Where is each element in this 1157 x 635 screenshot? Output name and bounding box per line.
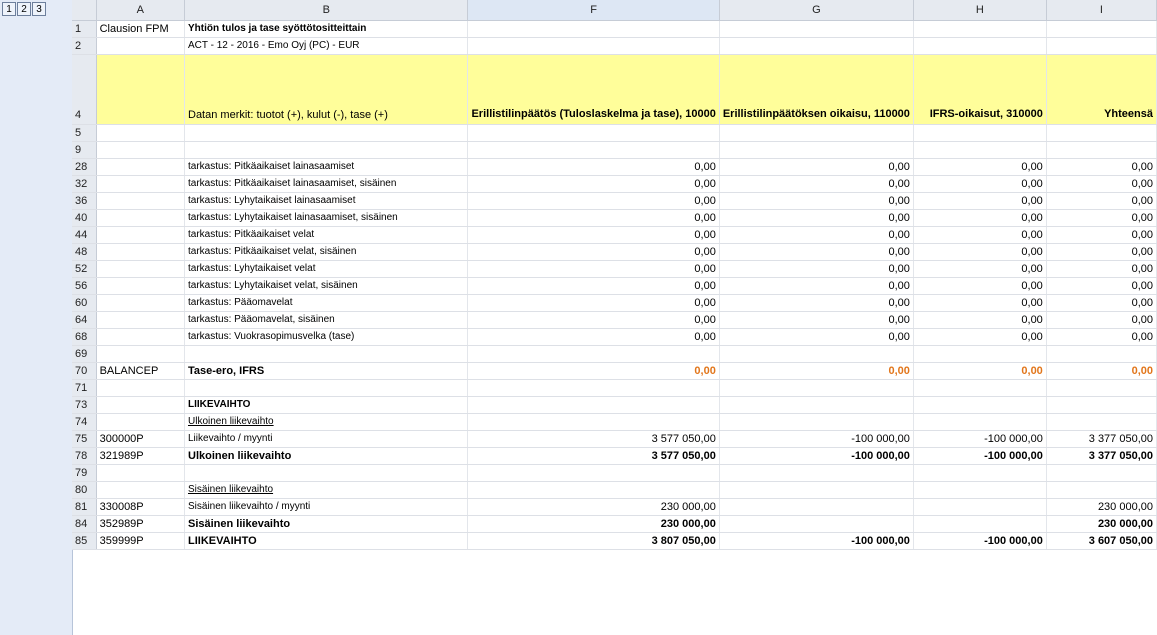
- cell-i[interactable]: [1046, 124, 1156, 141]
- cell-g[interactable]: [719, 124, 913, 141]
- sheet-row: [72, 362, 1157, 379]
- cell-g[interactable]: 0,00: [719, 158, 913, 175]
- cell-b[interactable]: tarkastus: Lyhytaikaiset velat, sisäinen: [185, 277, 468, 294]
- cell-f[interactable]: 0,00: [468, 209, 719, 226]
- row-number[interactable]: 75: [72, 430, 96, 447]
- cell-a[interactable]: Clausion FPM: [96, 20, 184, 37]
- cell-f[interactable]: 0,00: [468, 158, 719, 175]
- cell-i[interactable]: [1046, 141, 1156, 158]
- cell-b[interactable]: tarkastus: Pitkäaikaiset velat, sisäinen: [185, 243, 468, 260]
- cell-g[interactable]: [719, 379, 913, 396]
- cell-f[interactable]: 230 000,00: [468, 498, 719, 515]
- cell-b[interactable]: [185, 464, 468, 481]
- cell-h[interactable]: 0,00: [913, 362, 1046, 379]
- cell-b[interactable]: [185, 141, 468, 158]
- column-header-row: [72, 0, 1157, 20]
- cell-g[interactable]: [719, 141, 913, 158]
- cell-b[interactable]: Datan merkit: tuotot (+), kulut (-), tase (+): [185, 54, 468, 124]
- cell-i[interactable]: 0,00: [1046, 243, 1156, 260]
- sheet-row: [72, 311, 1157, 328]
- row-number[interactable]: 28: [72, 158, 96, 175]
- cell-i[interactable]: 0,00: [1046, 277, 1156, 294]
- cell-i[interactable]: [1046, 20, 1156, 37]
- cell-g[interactable]: [719, 396, 913, 413]
- cell-i[interactable]: 0,00: [1046, 226, 1156, 243]
- row-number[interactable]: 44: [72, 226, 96, 243]
- cell-h[interactable]: [913, 396, 1046, 413]
- cell-b[interactable]: Sisäinen liikevaihto: [185, 515, 468, 532]
- row-number[interactable]: 48: [72, 243, 96, 260]
- cell-g[interactable]: -100 000,00: [719, 447, 913, 464]
- sheet-row: [72, 464, 1157, 481]
- outline-level-buttons: [2, 2, 47, 16]
- cell-h[interactable]: 0,00: [913, 260, 1046, 277]
- row-number[interactable]: 73: [72, 396, 96, 413]
- cell-a[interactable]: [96, 175, 184, 192]
- cell-i[interactable]: 0,00: [1046, 158, 1156, 175]
- sheet-row: [72, 192, 1157, 209]
- column-header-h[interactable]: H: [913, 0, 1046, 20]
- cell-i[interactable]: [1046, 379, 1156, 396]
- sheet-row: [72, 20, 1157, 37]
- sheet-row: [72, 226, 1157, 243]
- cell-f[interactable]: [468, 464, 719, 481]
- cell-i[interactable]: 3 377 050,00: [1046, 447, 1156, 464]
- column-header-g[interactable]: G: [719, 0, 913, 20]
- cell-g[interactable]: 0,00: [719, 175, 913, 192]
- cell-g[interactable]: 0,00: [719, 311, 913, 328]
- cell-b[interactable]: Yhtiön tulos ja tase syöttötositteittain: [185, 20, 468, 37]
- cell-a[interactable]: [96, 294, 184, 311]
- cell-b[interactable]: Ulkoinen liikevaihto: [185, 447, 468, 464]
- cell-f[interactable]: 3 577 050,00: [468, 430, 719, 447]
- sheet-row: [72, 141, 1157, 158]
- sheet-row: [72, 175, 1157, 192]
- cell-a[interactable]: [96, 396, 184, 413]
- cell-h[interactable]: [913, 498, 1046, 515]
- cell-b[interactable]: [185, 345, 468, 362]
- cell-i[interactable]: 0,00: [1046, 362, 1156, 379]
- cell-f[interactable]: 0,00: [468, 226, 719, 243]
- cell-f[interactable]: Erillistilinpäätös (Tuloslaskelma ja tase), 10000: [468, 54, 719, 124]
- row-number[interactable]: 64: [72, 311, 96, 328]
- cell-a[interactable]: [96, 311, 184, 328]
- cell-g[interactable]: [719, 498, 913, 515]
- cell-f[interactable]: [468, 396, 719, 413]
- row-number[interactable]: 78: [72, 447, 96, 464]
- cell-g[interactable]: 0,00: [719, 243, 913, 260]
- row-number[interactable]: 60: [72, 294, 96, 311]
- spreadsheet-grid: [72, 0, 1157, 550]
- cell-a[interactable]: [96, 158, 184, 175]
- cell-g[interactable]: 0,00: [719, 260, 913, 277]
- row-number[interactable]: 36: [72, 192, 96, 209]
- cell-g[interactable]: Erillistilinpäätöksen oikaisu, 110000: [719, 54, 913, 124]
- sheet-row: [72, 396, 1157, 413]
- sheet-row: [72, 54, 1157, 124]
- cell-a[interactable]: [96, 124, 184, 141]
- cell-i[interactable]: [1046, 396, 1156, 413]
- cell-h[interactable]: -100 000,00: [913, 447, 1046, 464]
- cell-i[interactable]: 0,00: [1046, 175, 1156, 192]
- cell-f[interactable]: 0,00: [468, 175, 719, 192]
- sheet-row: [72, 498, 1157, 515]
- row-number[interactable]: 56: [72, 277, 96, 294]
- cell-g[interactable]: 0,00: [719, 209, 913, 226]
- cell-i[interactable]: [1046, 413, 1156, 430]
- cell-a[interactable]: [96, 379, 184, 396]
- sheet-row: [72, 328, 1157, 345]
- cell-f[interactable]: [468, 379, 719, 396]
- cell-a[interactable]: [96, 37, 184, 54]
- cell-f[interactable]: [468, 37, 719, 54]
- cell-h[interactable]: IFRS-oikaisut, 310000: [913, 54, 1046, 124]
- cell-i[interactable]: [1046, 37, 1156, 54]
- cell-h[interactable]: 0,00: [913, 209, 1046, 226]
- cell-i[interactable]: 0,00: [1046, 294, 1156, 311]
- sheet-row: [72, 124, 1157, 141]
- cell-i[interactable]: 0,00: [1046, 328, 1156, 345]
- row-number[interactable]: 84: [72, 515, 96, 532]
- cell-i[interactable]: [1046, 481, 1156, 498]
- sheet-row: [72, 515, 1157, 532]
- row-number[interactable]: 40: [72, 209, 96, 226]
- cell-b[interactable]: tarkastus: Lyhytaikaiset velat: [185, 260, 468, 277]
- cell-i[interactable]: 3 607 050,00: [1046, 532, 1156, 549]
- cell-i[interactable]: [1046, 464, 1156, 481]
- sheet-row: [72, 379, 1157, 396]
- cell-a[interactable]: [96, 243, 184, 260]
- cell-h[interactable]: 0,00: [913, 294, 1046, 311]
- row-number[interactable]: 79: [72, 464, 96, 481]
- cell-f[interactable]: 0,00: [468, 243, 719, 260]
- cell-f[interactable]: [468, 413, 719, 430]
- column-header-a[interactable]: A: [96, 0, 184, 20]
- cell-f[interactable]: [468, 481, 719, 498]
- cell-a[interactable]: [96, 413, 184, 430]
- column-header-i[interactable]: I: [1046, 0, 1156, 20]
- outline-level-2-button[interactable]: 2: [17, 2, 31, 16]
- cell-g[interactable]: [719, 20, 913, 37]
- cell-b[interactable]: tarkastus: Vuokrasopimusvelka (tase): [185, 328, 468, 345]
- cell-i[interactable]: 0,00: [1046, 209, 1156, 226]
- cell-h[interactable]: 0,00: [913, 192, 1046, 209]
- cell-g[interactable]: [719, 464, 913, 481]
- cell-h[interactable]: [913, 379, 1046, 396]
- sheet-row: [72, 209, 1157, 226]
- cell-h[interactable]: -100 000,00: [913, 430, 1046, 447]
- cell-a[interactable]: 330008P: [96, 498, 184, 515]
- cell-b[interactable]: LIIKEVAIHTO: [185, 396, 468, 413]
- sheet-row: [72, 158, 1157, 175]
- column-header-corner: [72, 0, 96, 20]
- cell-i[interactable]: 0,00: [1046, 260, 1156, 277]
- sheet-row: [72, 447, 1157, 464]
- outline-level-3-button[interactable]: 3: [32, 2, 46, 16]
- cell-h[interactable]: -100 000,00: [913, 532, 1046, 549]
- cell-i[interactable]: Yhteensä: [1046, 54, 1156, 124]
- cell-f[interactable]: 0,00: [468, 294, 719, 311]
- cell-b[interactable]: [185, 124, 468, 141]
- cell-a[interactable]: [96, 54, 184, 124]
- cell-a[interactable]: [96, 277, 184, 294]
- cell-h[interactable]: [913, 464, 1046, 481]
- cell-a[interactable]: BALANCEP: [96, 362, 184, 379]
- cell-f[interactable]: 3 577 050,00: [468, 447, 719, 464]
- cell-g[interactable]: [719, 515, 913, 532]
- cell-h[interactable]: 0,00: [913, 226, 1046, 243]
- row-number[interactable]: 85: [72, 532, 96, 549]
- cell-h[interactable]: [913, 37, 1046, 54]
- cell-h[interactable]: 0,00: [913, 328, 1046, 345]
- cell-f[interactable]: [468, 124, 719, 141]
- cell-i[interactable]: 0,00: [1046, 311, 1156, 328]
- sheet-row: [72, 37, 1157, 54]
- row-number[interactable]: 5: [72, 124, 96, 141]
- cell-b[interactable]: Sisäinen liikevaihto / myynti: [185, 498, 468, 515]
- cell-a[interactable]: [96, 328, 184, 345]
- cell-g[interactable]: [719, 37, 913, 54]
- cell-a[interactable]: [96, 141, 184, 158]
- cell-b[interactable]: tarkastus: Pitkäaikaiset lainasaamiset: [185, 158, 468, 175]
- cell-f[interactable]: [468, 141, 719, 158]
- row-number[interactable]: 74: [72, 413, 96, 430]
- cell-f[interactable]: 0,00: [468, 328, 719, 345]
- cell-g[interactable]: 0,00: [719, 277, 913, 294]
- cell-a[interactable]: [96, 260, 184, 277]
- column-header-f[interactable]: F: [468, 0, 719, 20]
- row-number[interactable]: 71: [72, 379, 96, 396]
- sheet-row: [72, 345, 1157, 362]
- cell-b[interactable]: [185, 379, 468, 396]
- row-number[interactable]: 52: [72, 260, 96, 277]
- cell-a[interactable]: [96, 226, 184, 243]
- row-number[interactable]: 32: [72, 175, 96, 192]
- cell-g[interactable]: -100 000,00: [719, 430, 913, 447]
- cell-a[interactable]: [96, 464, 184, 481]
- cell-f[interactable]: [468, 345, 719, 362]
- cell-f[interactable]: 0,00: [468, 192, 719, 209]
- row-number[interactable]: 68: [72, 328, 96, 345]
- column-header-b[interactable]: B: [185, 0, 468, 20]
- cell-b[interactable]: ACT - 12 - 2016 - Emo Oyj (PC) - EUR: [185, 37, 468, 54]
- row-number[interactable]: 1: [72, 20, 96, 37]
- cell-a[interactable]: [96, 192, 184, 209]
- cell-i[interactable]: [1046, 345, 1156, 362]
- cell-b[interactable]: tarkastus: Lyhytaikaiset lainasaamiset, sisäinen: [185, 209, 468, 226]
- cell-f[interactable]: 0,00: [468, 311, 719, 328]
- cell-g[interactable]: -100 000,00: [719, 532, 913, 549]
- cell-g[interactable]: 0,00: [719, 362, 913, 379]
- outline-level-1-button[interactable]: 1: [2, 2, 16, 16]
- cell-h[interactable]: [913, 20, 1046, 37]
- cell-b[interactable]: tarkastus: Pääomavelat: [185, 294, 468, 311]
- cell-h[interactable]: [913, 481, 1046, 498]
- cell-f[interactable]: 3 807 050,00: [468, 532, 719, 549]
- cell-g[interactable]: 0,00: [719, 226, 913, 243]
- outline-gutter: [0, 0, 73, 635]
- sheet-row: [72, 430, 1157, 447]
- cell-h[interactable]: 0,00: [913, 158, 1046, 175]
- cell-b[interactable]: tarkastus: Pitkäaikaiset velat: [185, 226, 468, 243]
- cell-h[interactable]: [913, 124, 1046, 141]
- cell-h[interactable]: [913, 345, 1046, 362]
- sheet-row: [72, 413, 1157, 430]
- row-number[interactable]: 80: [72, 481, 96, 498]
- row-number[interactable]: 81: [72, 498, 96, 515]
- cell-b[interactable]: tarkastus: Lyhytaikaiset lainasaamiset: [185, 192, 468, 209]
- cell-h[interactable]: 0,00: [913, 311, 1046, 328]
- row-number[interactable]: 4: [72, 54, 96, 124]
- cell-i[interactable]: 0,00: [1046, 192, 1156, 209]
- sheet-row: [72, 481, 1157, 498]
- cell-h[interactable]: [913, 141, 1046, 158]
- cell-f[interactable]: 230 000,00: [468, 515, 719, 532]
- cell-b[interactable]: Sisäinen liikevaihto: [185, 481, 468, 498]
- cell-b[interactable]: LIIKEVAIHTO: [185, 532, 468, 549]
- cell-g[interactable]: [719, 481, 913, 498]
- cell-h[interactable]: 0,00: [913, 243, 1046, 260]
- row-number[interactable]: 69: [72, 345, 96, 362]
- cell-g[interactable]: [719, 413, 913, 430]
- cell-a[interactable]: 321989P: [96, 447, 184, 464]
- cell-h[interactable]: 0,00: [913, 277, 1046, 294]
- cell-a[interactable]: [96, 481, 184, 498]
- cell-a[interactable]: [96, 209, 184, 226]
- cell-h[interactable]: 0,00: [913, 175, 1046, 192]
- sheet-row: [72, 277, 1157, 294]
- sheet-row: [72, 294, 1157, 311]
- cell-a[interactable]: 359999P: [96, 532, 184, 549]
- cell-f[interactable]: [468, 20, 719, 37]
- cell-f[interactable]: 0,00: [468, 362, 719, 379]
- sheet-row: [72, 243, 1157, 260]
- sheet-row: [72, 260, 1157, 277]
- cell-f[interactable]: 0,00: [468, 277, 719, 294]
- cell-h[interactable]: [913, 515, 1046, 532]
- cell-a[interactable]: 300000P: [96, 430, 184, 447]
- cell-i[interactable]: 230 000,00: [1046, 515, 1156, 532]
- cell-g[interactable]: 0,00: [719, 294, 913, 311]
- cell-b[interactable]: tarkastus: Pitkäaikaiset lainasaamiset, sisäinen: [185, 175, 468, 192]
- cell-g[interactable]: [719, 345, 913, 362]
- cell-f[interactable]: 0,00: [468, 260, 719, 277]
- cell-b[interactable]: Liikevaihto / myynti: [185, 430, 468, 447]
- cell-b[interactable]: Ulkoinen liikevaihto: [185, 413, 468, 430]
- cell-i[interactable]: 3 377 050,00: [1046, 430, 1156, 447]
- cell-g[interactable]: 0,00: [719, 192, 913, 209]
- cell-b[interactable]: tarkastus: Pääomavelat, sisäinen: [185, 311, 468, 328]
- cell-h[interactable]: [913, 413, 1046, 430]
- row-number[interactable]: 2: [72, 37, 96, 54]
- cell-i[interactable]: 230 000,00: [1046, 498, 1156, 515]
- cell-b[interactable]: Tase-ero, IFRS: [185, 362, 468, 379]
- cell-a[interactable]: [96, 345, 184, 362]
- sheet-row: [72, 532, 1157, 549]
- row-number[interactable]: 9: [72, 141, 96, 158]
- cell-a[interactable]: 352989P: [96, 515, 184, 532]
- cell-g[interactable]: 0,00: [719, 328, 913, 345]
- row-number[interactable]: 70: [72, 362, 96, 379]
